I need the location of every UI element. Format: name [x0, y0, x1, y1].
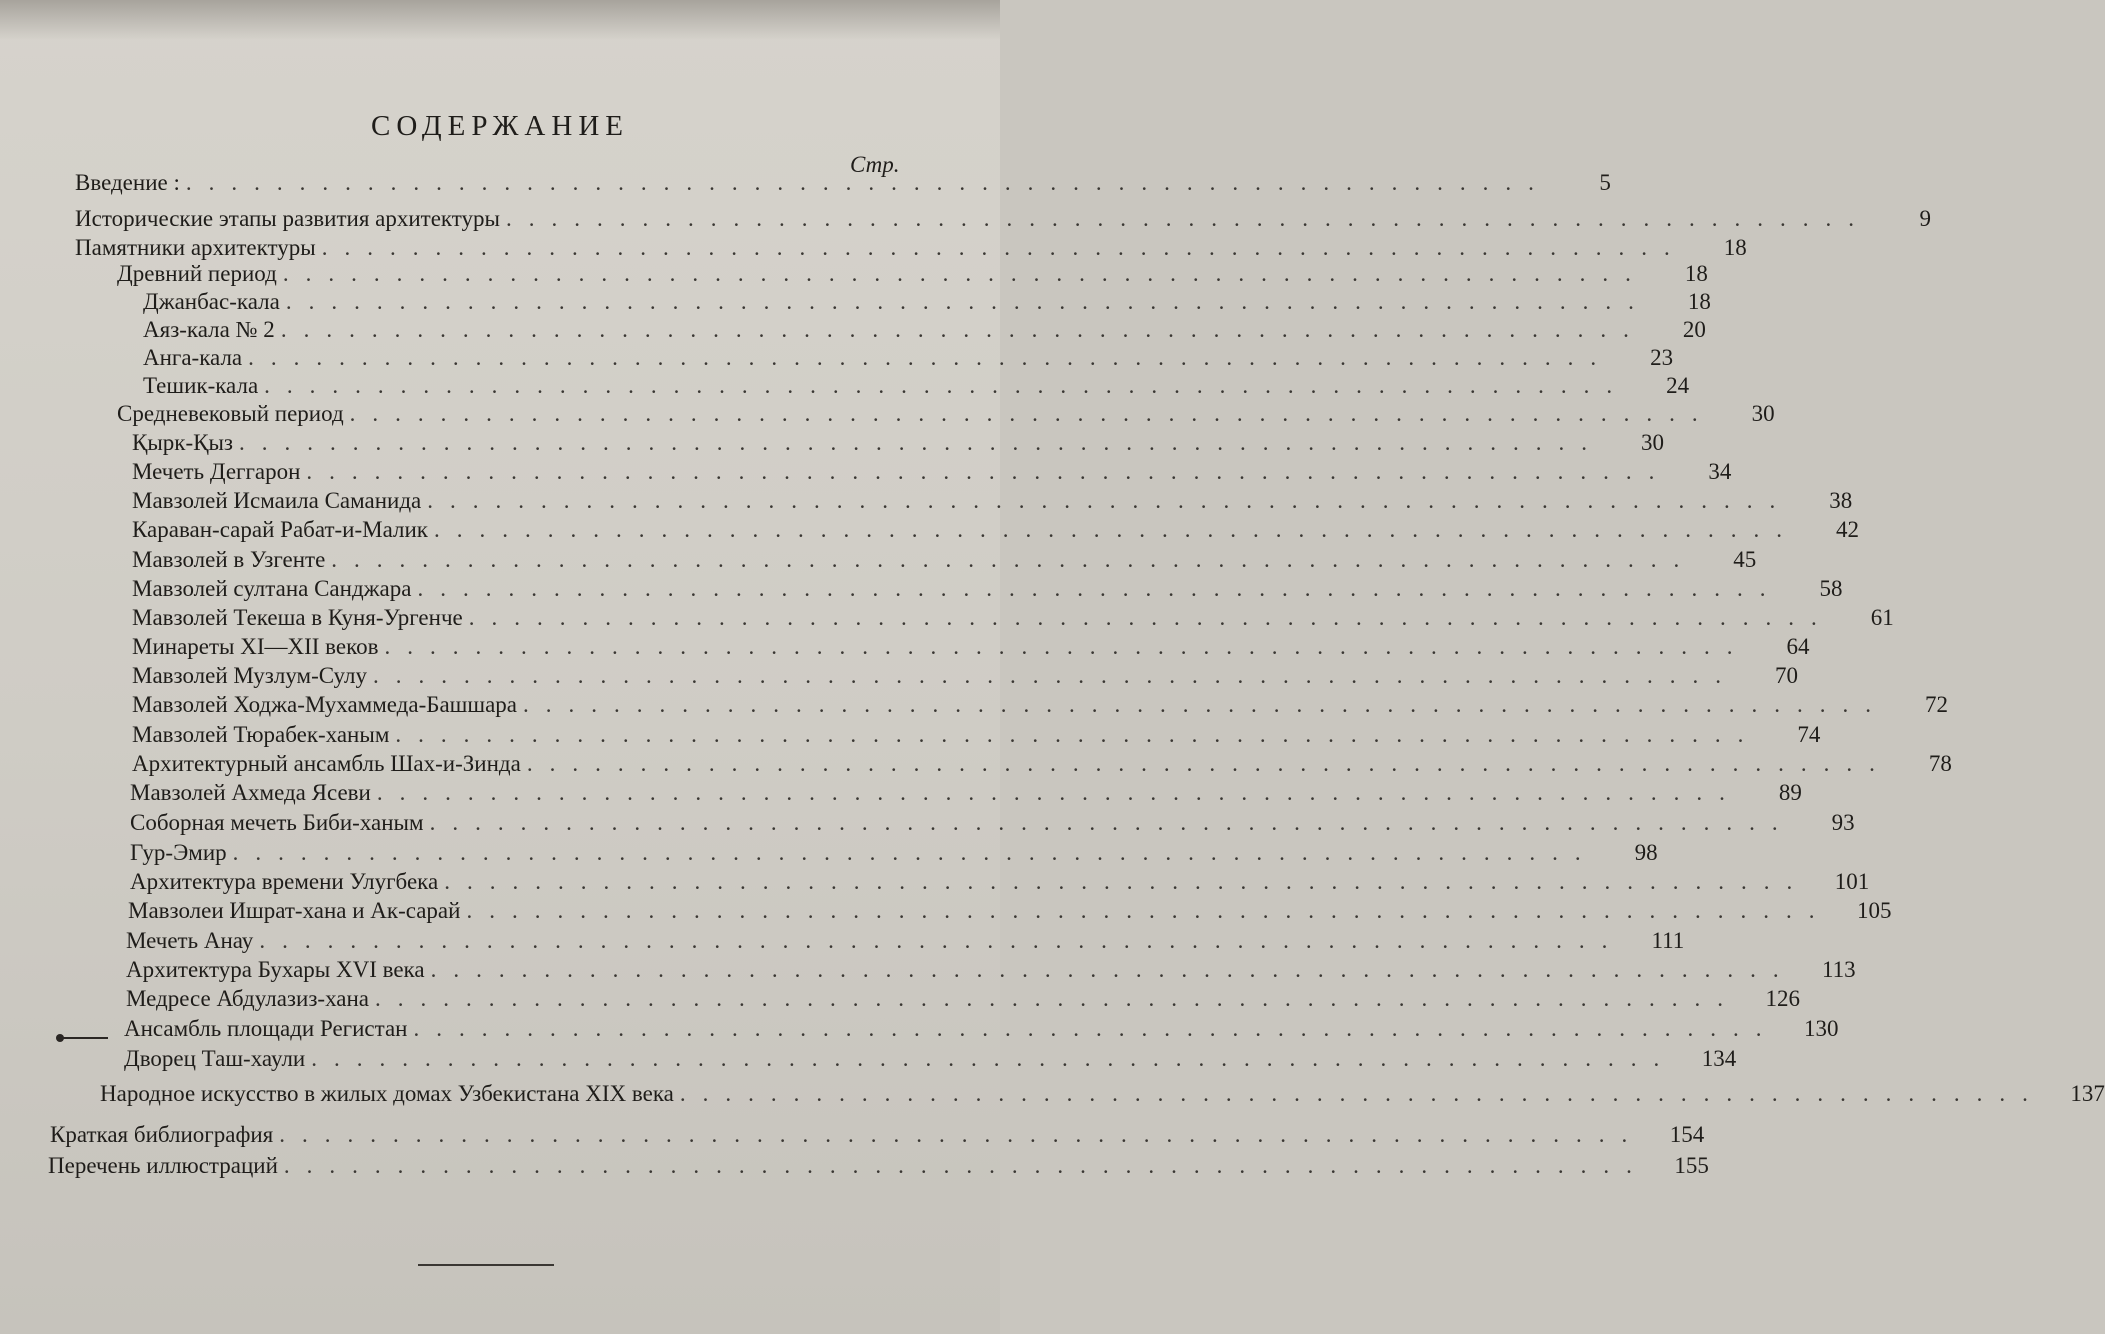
toc-entry-title: Мавзолей Текеша в Куня-Ургенче [132, 605, 463, 630]
toc-entry [132, 545, 1757, 575]
dot-leader: ............................................................ [679, 1081, 2045, 1106]
dot-leader: ............................................................ [311, 1046, 1677, 1071]
dot-leader: ............................................................ [259, 928, 1625, 953]
toc-entry-title: Введение : [75, 170, 180, 195]
dot-leader: ............................................................ [395, 722, 1761, 747]
dot-leader: ............................................................ [264, 373, 1630, 398]
toc-entry-title: Мавзолей Тюрабек-ханым [132, 722, 390, 747]
dot-leader: ............................................................ [384, 634, 1750, 659]
toc-entry [132, 574, 1843, 604]
toc-entry-title: Мечеть Анау [126, 928, 254, 953]
toc-entry-title: Джанбас-кала [143, 289, 280, 314]
dot-leader: ............................................................ [526, 751, 1892, 776]
toc-entry-page: 34 [1708, 459, 1732, 484]
toc-entry-page: 154 [1669, 1122, 1705, 1147]
toc-entry-title: Краткая библиография [50, 1122, 274, 1147]
toc-entry-page: 5 [1599, 170, 1611, 195]
dot-leader: ............................................................ [239, 430, 1605, 455]
toc-entry [132, 457, 1732, 487]
toc-entry [75, 204, 1931, 234]
toc-entry [132, 720, 1821, 750]
toc-entry-page: 105 [1856, 898, 1892, 923]
toc-entry-page: 126 [1765, 986, 1800, 1011]
toc-entry-page: 137 [2070, 1081, 2105, 1106]
toc-entry [143, 371, 1690, 401]
toc-entry-title: Мечеть Деггарон [132, 459, 301, 484]
toc-entry-title: Анга-кала [143, 345, 243, 370]
toc-entry-title: Мавзолей в Узгенте [132, 547, 326, 572]
toc-entry-page: 130 [1803, 1016, 1839, 1041]
toc-entry [126, 984, 1800, 1014]
toc-entry [126, 955, 1856, 985]
toc-entry-page: 78 [1928, 751, 1952, 776]
toc-entry-title: Минареты XI—XII веков [132, 634, 379, 659]
toc-entry [100, 1079, 2105, 1109]
toc-entry [124, 1014, 1839, 1044]
toc-entry [117, 399, 1775, 429]
toc-entry-title: Гур-Эмир [130, 840, 227, 865]
toc-entry-title: Архитектура Бухары XVI века [126, 957, 425, 982]
dot-leader: ............................................................ [282, 261, 1648, 286]
toc-entry [132, 632, 1810, 662]
toc-entry-page: 24 [1666, 373, 1690, 398]
toc-entry-page: 134 [1701, 1046, 1737, 1071]
toc-entry-title: Қырк-Қыз [132, 430, 234, 455]
toc-entry [128, 896, 1892, 926]
dot-leader: ............................................................ [306, 459, 1672, 484]
toc-entry-page: 98 [1634, 840, 1658, 865]
toc-entry [132, 428, 1665, 458]
toc-entry [143, 315, 1706, 345]
toc-entry-title: Древний период [117, 261, 277, 286]
toc-entry [117, 259, 1708, 289]
toc-entry-page: 89 [1778, 780, 1802, 805]
toc-entry [132, 603, 1894, 633]
dot-leader: ............................................................ [232, 840, 1598, 865]
toc-entry-title: Соборная мечеть Биби-ханым [130, 810, 424, 835]
toc-entry-page: 42 [1835, 517, 1859, 542]
toc-entry [130, 838, 1658, 868]
toc-entry-page: 70 [1775, 663, 1798, 688]
toc-entry-page: 61 [1870, 605, 1894, 630]
dot-leader: ............................................................ [468, 605, 1834, 630]
toc-entry-page: 18 [1687, 289, 1711, 314]
toc-entry-page: 113 [1821, 957, 1856, 982]
toc-entry-page: 38 [1829, 488, 1853, 513]
toc-entry-title: Исторические этапы развития архитектуры [75, 206, 500, 231]
dot-leader: ............................................................ [248, 345, 1614, 370]
dot-leader: ............................................................ [280, 317, 1646, 342]
dot-leader: ............................................................ [349, 401, 1715, 426]
page-column-label: Стр. [850, 152, 900, 177]
dot-leader: ............................................................ [375, 986, 1740, 1011]
toc-entry-title: Архитектура времени Улугбека [130, 869, 439, 894]
toc-entry [126, 926, 1685, 956]
toc-entry-title: Памятники архитектуры [75, 235, 316, 260]
toc-entry [75, 168, 1611, 198]
toc-entry-title: Мавзолей султана Санджара [132, 576, 412, 601]
dot-leader: ............................................................ [427, 488, 1793, 513]
toc-entry [132, 749, 1952, 779]
toc-entry-title: Тешик-кала [143, 373, 259, 398]
toc-entry [48, 1151, 1709, 1181]
toc-entry-page: 93 [1831, 810, 1855, 835]
dot-leader: ............................................................ [506, 206, 1871, 231]
toc-entry-page: 9 [1919, 206, 1931, 231]
toc-entry [143, 343, 1674, 373]
toc-entry-page: 18 [1684, 261, 1708, 286]
toc-entry [124, 1044, 1737, 1074]
dot-leader: ............................................................ [283, 1153, 1649, 1178]
toc-entry-title: Архитектурный ансамбль Шах-и-Зинда [132, 751, 521, 776]
toc-entry [130, 778, 1802, 808]
toc-entry-title: Перечень иллюстраций [48, 1153, 278, 1178]
pen-mark [60, 1037, 108, 1039]
page-shadow [0, 0, 1000, 40]
dot-leader: ............................................................ [413, 1016, 1779, 1041]
dot-leader: ............................................................ [279, 1122, 1645, 1147]
toc-entry-page: 155 [1674, 1153, 1709, 1178]
toc-entry [130, 867, 1870, 897]
toc-entry [50, 1120, 1705, 1150]
toc-entry-page: 45 [1733, 547, 1757, 572]
dot-leader: ............................................................ [523, 692, 1888, 717]
toc-entry [132, 690, 1948, 720]
toc-entry-title: Ансамбль площади Регистан [124, 1016, 408, 1041]
toc-entry [132, 661, 1798, 691]
dot-leader: ............................................................ [430, 957, 1796, 982]
page-title: СОДЕРЖАНИЕ [371, 110, 629, 142]
dot-leader: ............................................................ [321, 235, 1687, 260]
toc-entry-title: Медресе Абдулазиз-хана [126, 986, 369, 1011]
toc-entry-title: Мавзолеи Ишрат-хана и Ак-сарай [128, 898, 461, 923]
toc-entry-page: 30 [1751, 401, 1775, 426]
dot-leader: ............................................................ [433, 517, 1799, 542]
toc-entry-page: 72 [1925, 692, 1948, 717]
dot-leader: ............................................................ [331, 547, 1697, 572]
dot-leader: ............................................................ [376, 780, 1742, 805]
toc-entry-title: Мавзолей Исмаила Саманида [132, 488, 422, 513]
toc-entry-page: 30 [1641, 430, 1665, 455]
dot-leader: ............................................................ [373, 663, 1738, 688]
dot-leader: ............................................................ [285, 289, 1651, 314]
dot-leader: ............................................................ [429, 810, 1795, 835]
toc-entry-page: 58 [1819, 576, 1843, 601]
toc-entry-title: Народное искусство в жилых домах Узбекистана XIX века [100, 1081, 674, 1106]
toc-entry [130, 808, 1855, 838]
toc-entry [132, 486, 1853, 516]
dot-leader: ............................................................ [444, 869, 1810, 894]
toc-entry-title: Аяз-кала № 2 [143, 317, 275, 342]
end-rule [418, 1264, 554, 1266]
toc-entry-page: 101 [1834, 869, 1870, 894]
toc-entry-title: Средневековый период [117, 401, 344, 426]
toc-entry-title: Мавзолей Музлум-Сулу [132, 663, 367, 688]
toc-entry-page: 20 [1682, 317, 1706, 342]
toc-entry [143, 287, 1711, 317]
toc-entry-page: 74 [1797, 722, 1821, 747]
toc-entry-title: Мавзолей Ходжа-Мухаммеда-Башшара [132, 692, 517, 717]
toc-entry-title: Дворец Таш-хаули [124, 1046, 306, 1071]
toc-entry-page: 23 [1650, 345, 1674, 370]
toc-entry-page: 64 [1786, 634, 1810, 659]
toc-entry-page: 18 [1723, 235, 1747, 260]
toc-entry-title: Караван-сарай Рабат-и-Малик [132, 517, 428, 542]
dot-leader: ............................................................ [185, 170, 1551, 195]
dot-leader: ............................................................ [466, 898, 1832, 923]
dot-leader: ............................................................ [417, 576, 1783, 601]
toc-entry-page: 111 [1651, 928, 1685, 953]
toc-entry [132, 515, 1859, 545]
toc-entry-title: Мавзолей Ахмеда Ясеви [130, 780, 371, 805]
